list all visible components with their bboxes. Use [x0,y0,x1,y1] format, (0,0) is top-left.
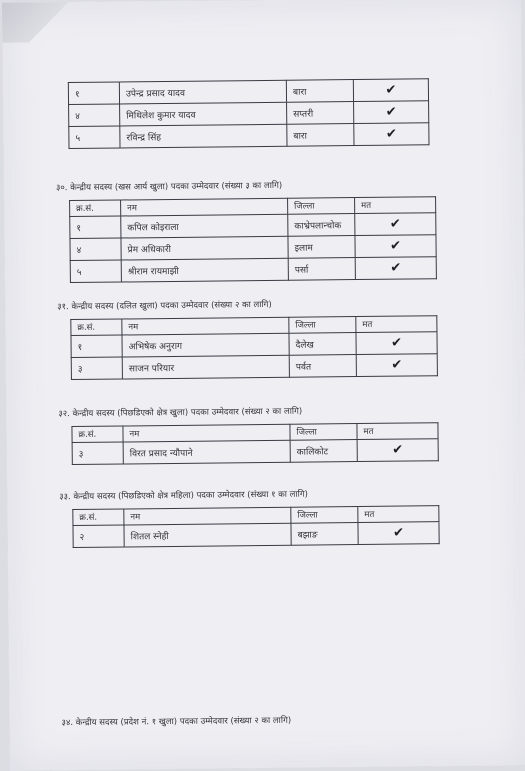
district-cell: सप्तरी [287,102,354,125]
check-mark-icon: ✔ [391,357,403,373]
check-mark-icon: ✔ [393,525,405,541]
name-cell: श्रीराम रायमाझी [121,258,288,282]
check-mark-icon: ✔ [390,260,402,276]
name-cell: विरत प्रसाद न्यौपाने [123,440,290,464]
name-cell: उपेन्द्र प्रसाद यादव [119,80,286,104]
candidate-table-33 [72,505,439,548]
section-heading-32: ३२. केन्द्रीय सदस्य (पिछडिएको क्षेत्र खुला) पदका उम्मेदवार (संख्या २ का लागि) [58,406,303,420]
vote-cell [354,101,429,124]
serial-cell: १ [71,335,122,358]
header-vote: मत [356,316,437,333]
check-mark-icon: ✔ [385,126,397,142]
header-name: नम [124,507,291,525]
header-serial: क्र.सं. [73,509,124,526]
name-cell: शितल स्नेही [124,523,291,547]
header-name: नम [121,198,288,216]
vote-cell [356,332,437,355]
header-district: जिल्ला [291,507,358,524]
name-cell: साजन परियार [122,355,289,379]
header-vote: मत [357,423,438,440]
section-heading-31: ३१. केन्द्रीय सदस्य (दलित खुला) पदका उम्मेदवार (संख्या २ का लागि) [57,299,272,313]
vote-cell [355,213,436,236]
page-fold-shadow [2,2,72,43]
vote-cell [356,354,437,377]
header-district: जिल्ला [289,317,356,334]
check-mark-icon: ✔ [385,82,397,98]
header-district: जिल्ला [288,198,355,215]
name-cell: प्रेम अधिकारी [121,236,288,260]
candidate-table-32 [71,422,438,465]
table-row [73,522,439,548]
serial-cell: ४ [69,104,120,127]
vote-cell [355,257,436,280]
check-mark-icon: ✔ [385,104,397,120]
vote-cell [357,439,438,462]
vote-cell [355,235,436,258]
vote-cell [354,123,429,146]
check-mark-icon: ✔ [390,238,402,254]
document-page [2,0,525,771]
candidate-table-continued [68,78,430,149]
serial-cell: ३ [72,442,123,465]
district-cell: इलाम [288,236,355,259]
serial-cell: २ [73,525,124,548]
header-serial: क्र.सं. [72,426,123,443]
table-row [71,354,437,380]
district-cell: काभ्रेपलान्चोक [288,214,355,237]
table-row [69,123,429,149]
header-serial: क्र.सं. [71,319,122,336]
serial-cell: ५ [69,126,120,149]
district-cell: दैलेख [289,333,356,356]
check-mark-icon: ✔ [391,335,403,351]
district-cell: बारा [286,80,353,103]
name-cell: अभिषेक अनुराग [122,333,289,357]
check-mark-icon: ✔ [392,442,404,458]
vote-cell [358,522,439,545]
serial-cell: १ [70,216,121,239]
header-serial: क्र.सं. [70,200,121,217]
table-row [72,439,438,465]
header-vote: मत [358,506,439,523]
table-row [70,257,436,283]
district-cell: कालिकोट [290,440,357,463]
candidate-table-30 [69,196,437,283]
check-mark-icon: ✔ [389,216,401,232]
section-heading-34: ३४. केन्द्रीय सदस्य (प्रदेश नं. १ खुला) पदका उम्मेदवार (संख्या २ का लागि) [61,715,292,729]
serial-cell: १ [68,82,119,105]
district-cell: बझाङ [291,523,358,546]
serial-cell: ३ [71,357,122,380]
section-heading-33: ३३. केन्द्रीय सदस्य (पिछडिएको क्षेत्र महिला) पदका उम्मेदवार (संख्या १ का लागि) [59,489,308,503]
vote-cell [353,79,428,102]
district-cell: पर्वत [289,355,356,378]
header-district: जिल्ला [290,424,357,441]
header-vote: मत [355,197,436,214]
district-cell: बारा [287,124,354,147]
serial-cell: ४ [70,238,121,261]
candidate-table-31 [70,315,438,380]
name-cell: मिथिलेश कुमार यादव [120,102,287,126]
name-cell: कपिल कोइराला [121,214,288,238]
section-heading-30: ३०. केन्द्रीय सदस्य (खस आर्य खुला) पदका उम्मेदवार (संख्या ३ का लागि) [55,180,283,194]
header-name: नम [122,317,289,335]
district-cell: पर्सा [288,258,355,281]
name-cell: रविन्द्र सिंह [120,124,287,148]
serial-cell: ५ [70,260,121,283]
header-name: नम [123,424,290,442]
